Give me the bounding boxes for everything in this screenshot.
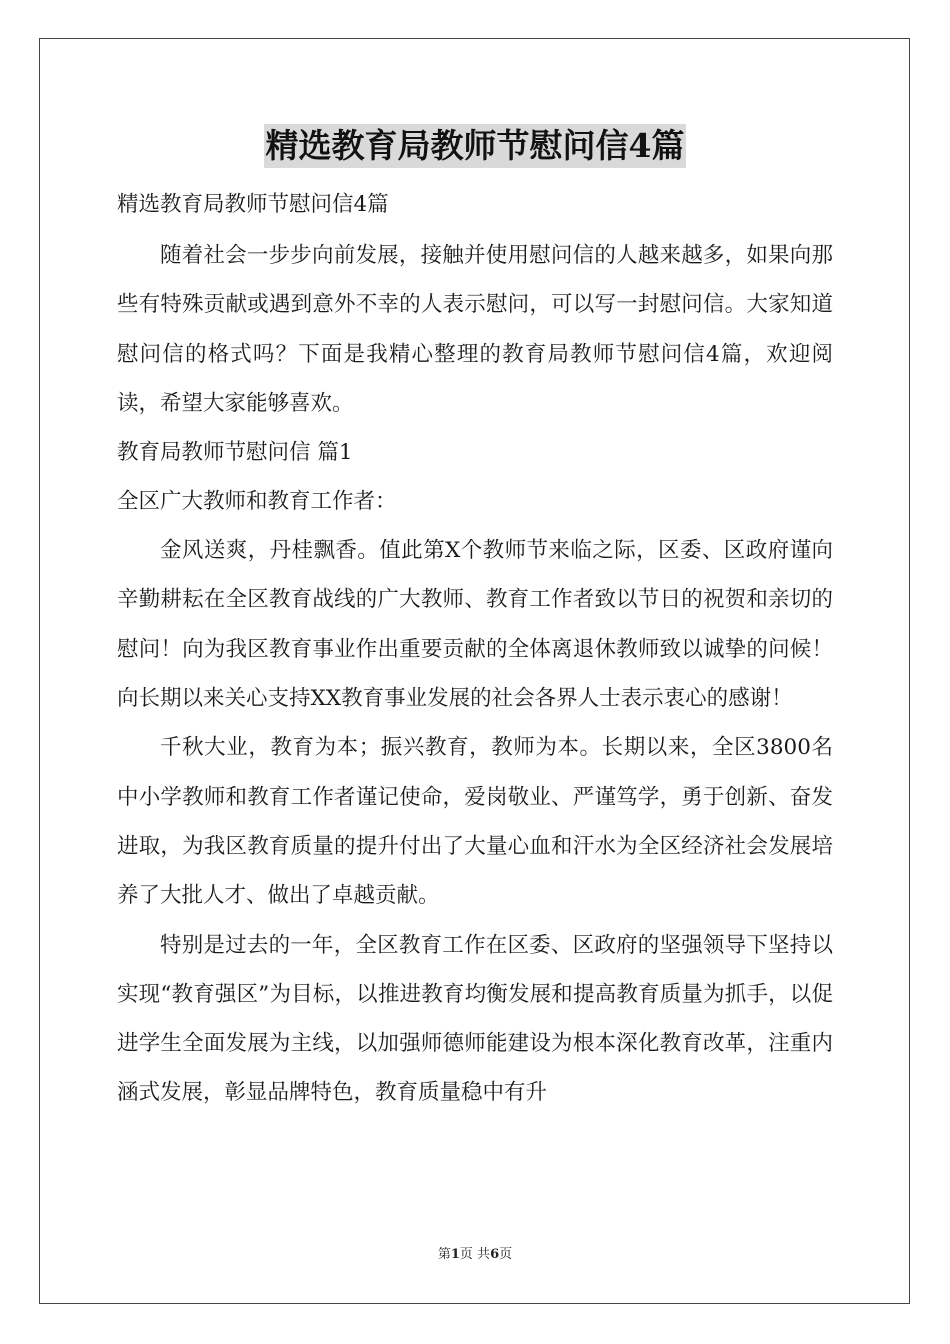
salutation: 全区广大教师和教育工作者： (117, 489, 397, 515)
footer-page-mid: 页 共 (459, 1247, 491, 1262)
footer-page-total: 6 (490, 1247, 500, 1262)
body-paragraph-2: 千秋大业，教育为本；振兴教育，教师为本。长期以来，全区3800名中小学教师和教育工作者谨记使命，爱岗敬业、严谨笃学，勇于创新、奋发进取，为我区教育质量的提升付出了大量心血和汗水为全区经济社会发展培养了大批人才、做出了卓越贡献。 (117, 735, 833, 909)
footer-page-suffix: 页 (499, 1247, 513, 1262)
title-wrap (0, 124, 950, 168)
body-paragraph-3: 特别是过去的一年，全区教育工作在区委、区政府的坚强领导下坚持以实现“教育强区”为目标，以推进教育均衡发展和提高教育质量为抓手，以促进学生全面发展为主线，以加强师德师能建设为根本深化教育改革，注重内涵式发展，彰显品牌特色，教育质量稳中有升 (117, 932, 833, 1106)
body-paragraph-1: 金风送爽，丹桂飘香。值此第X个教师节来临之际，区委、区政府谨向辛勤耕耘在全区教育战线的广大教师、教育工作者致以节日的祝贺和亲切的慰问！向为我区教育事业作出重要贡献的全体离退休教师致以诚挚的问候！向长期以来关心支持XX教育事业发展的社会各界人士表示衷心的感谢！ (117, 538, 833, 712)
page-footer (0, 1243, 950, 1262)
footer-page-current: 1 (450, 1247, 460, 1262)
document-body (117, 180, 833, 1118)
document-subtitle: 精选教育局教师节慰问信4篇 (117, 192, 389, 217)
footer-page-prefix: 第 (437, 1247, 451, 1262)
intro-paragraph: 随着社会一步步向前发展，接触并使用慰问信的人越来越多，如果向那些有特殊贡献或遇到意外不幸的人表示慰问，可以写一封慰问信。大家知道慰问信的格式吗？下面是我精心整理的教育局教师节慰问信4篇，欢迎阅读，希望大家能够喜欢。 (117, 243, 833, 416)
document-title: 精选教育局教师节慰问信4篇 (264, 124, 687, 168)
section-heading: 教育局教师节慰问信 篇1 (117, 440, 353, 466)
